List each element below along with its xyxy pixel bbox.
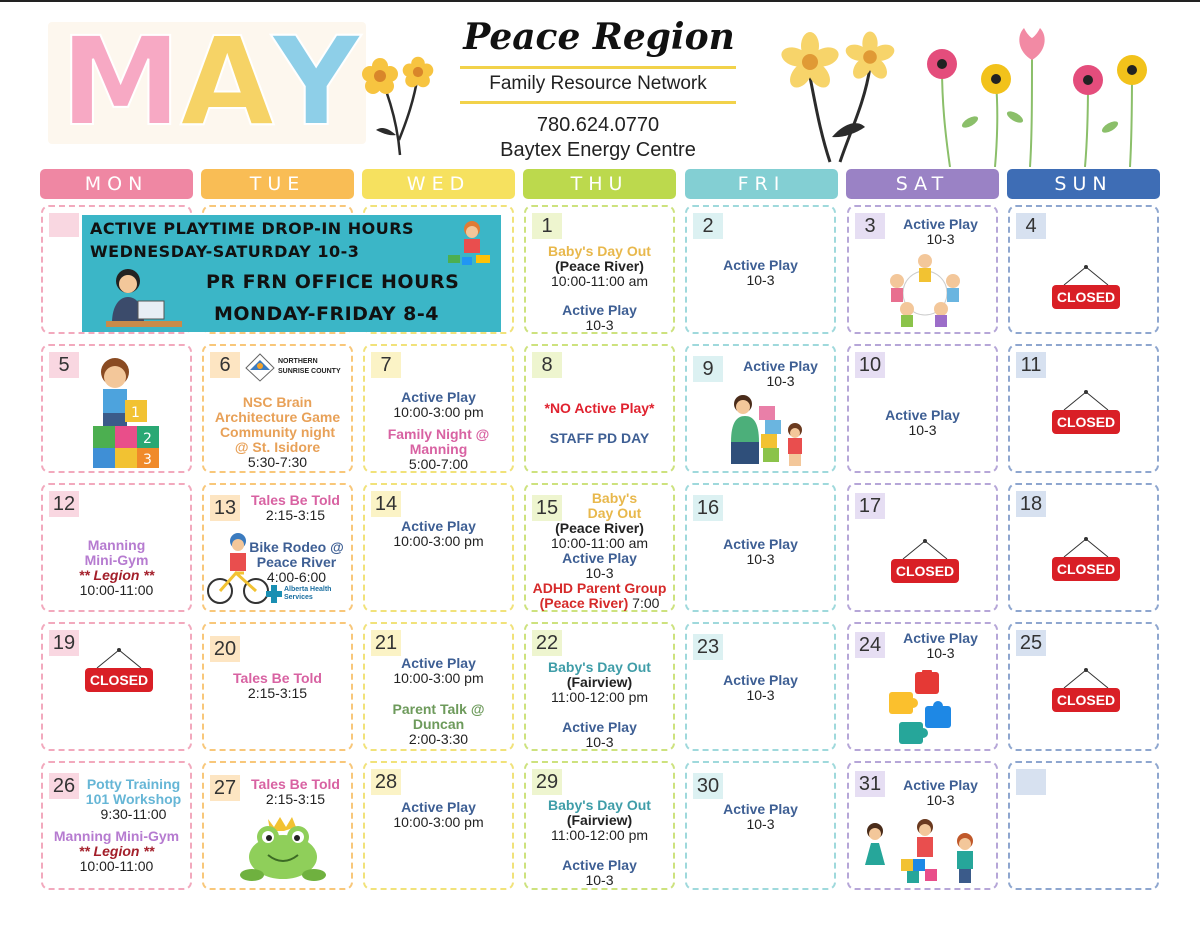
svg-text:2: 2 (143, 431, 152, 447)
calendar-cell-day-10 (847, 344, 998, 473)
closed-sign (1052, 547, 1120, 577)
day-number: 13 (210, 495, 240, 521)
calendar-cell-day-23 (685, 622, 836, 751)
day-number: 18 (1016, 491, 1046, 517)
day-number-blank (49, 213, 79, 237)
calendar-cell-day-21 (363, 622, 514, 751)
event-title: STAFF PD DAY (549, 430, 650, 446)
calendar-cell-day-25 (1008, 622, 1159, 751)
event-location: @ St. Isidore (234, 439, 321, 455)
event-time: 5:00-7:00 (408, 456, 469, 472)
calendar-cell-day-13 (202, 483, 353, 612)
event-location: ** Legion ** (78, 843, 155, 859)
event-time: 2:15-3:15 (265, 507, 326, 523)
event-title: Active Play (562, 857, 637, 873)
closed-label: CLOSED (85, 668, 153, 692)
calendar-cell-day-16 (685, 483, 836, 612)
top-rule (0, 0, 1200, 2)
day-number: 30 (693, 773, 723, 799)
day-number: 26 (49, 773, 79, 799)
day-number-blank (1016, 769, 1046, 795)
venue-name: Baytex Energy Centre (500, 139, 696, 161)
day-number: 15 (532, 495, 562, 521)
event-location: Manning (409, 441, 468, 457)
event-title: Active Play (562, 719, 637, 735)
event-title: Tales Be Told (233, 670, 322, 686)
event-time: 10-3 (746, 687, 775, 703)
calendar-cell-day-6 (202, 344, 353, 473)
event-title: Active Play (401, 655, 476, 671)
calendar-cell-blank (1008, 761, 1159, 890)
event-title: Family Night @ (387, 426, 490, 442)
day-number: 28 (371, 769, 401, 795)
tulip-icon (1019, 28, 1044, 60)
calendar-cell-day-28 (363, 761, 514, 890)
day-number: 3 (855, 213, 885, 239)
puzzle-pieces-illustration (885, 670, 957, 748)
day-number: 5 (49, 352, 79, 378)
announcement-banner (82, 215, 501, 332)
alberta-health-services-logo (266, 585, 336, 607)
day-number: 17 (855, 493, 885, 519)
org-subtitle: Family Resource Network (489, 73, 707, 94)
event-time: 10-3 (926, 645, 955, 661)
calendar-cell-day-27 (202, 761, 353, 890)
event-title: Day Out (587, 505, 642, 521)
closed-sign (891, 549, 959, 579)
event-location: (Peace River) (555, 258, 644, 274)
calendar-cell-day-18 (1008, 483, 1159, 612)
closed-sign (85, 658, 153, 688)
event-time: 10:00-3:00 pm (393, 814, 484, 830)
event-title: Active Play (743, 358, 818, 374)
calendar-cell-day-14 (363, 483, 514, 612)
event-title: Active Play (903, 216, 978, 232)
org-title: Peace Region (463, 16, 735, 58)
closed-label: CLOSED (1052, 688, 1120, 712)
calendar-cell-day-15 (524, 483, 675, 612)
event-time: 10:00-3:00 pm (393, 670, 484, 686)
event-time: 10-3 (585, 872, 614, 888)
event-title: Baby's Day Out (548, 659, 651, 675)
month-letter-y: Y (272, 11, 359, 153)
day-number: 14 (371, 491, 401, 517)
frog-illustration (238, 813, 328, 885)
day-number: 12 (49, 491, 79, 517)
event-time: 10:00-11:00 (79, 582, 154, 598)
event-title: Tales Be Told (251, 492, 340, 508)
office-worker-illustration (102, 263, 186, 329)
flower-icon (403, 57, 434, 88)
calendar-cell-day-1 (524, 205, 675, 334)
event-title: NSC Brain (242, 394, 313, 410)
event-time: 7:00 (632, 595, 660, 611)
calendar-cell-day-12 (41, 483, 192, 612)
northern-sunrise-county-logo (244, 352, 350, 382)
phone-number: 780.624.0770 (536, 114, 660, 136)
event-location: (Peace River) (539, 595, 629, 611)
day-header-thu: THU (523, 169, 676, 199)
event-time: 11:00-12:00 pm (550, 689, 649, 705)
day-number: 22 (532, 630, 562, 656)
child-playing-illustration (442, 217, 498, 271)
calendar-cell-day-31 (847, 761, 998, 890)
closed-sign (1052, 400, 1120, 430)
event-title: Mini-Gym (84, 552, 149, 568)
event-title: Active Play (723, 801, 798, 817)
event-title: Manning (87, 537, 146, 553)
day-header-sat: SAT (846, 169, 999, 199)
flowers-illustration-left (352, 50, 444, 162)
event-title: Active Play (903, 777, 978, 793)
event-title: Active Play (885, 407, 960, 423)
event-location: Duncan (412, 716, 465, 732)
banner-line-2: WEDNESDAY-SATURDAY 10-3 (90, 242, 360, 261)
calendar-cell-day-2 (685, 205, 836, 334)
event-time: 10:00-3:00 pm (393, 533, 484, 549)
event-title: Active Play (903, 630, 978, 646)
day-number: 21 (371, 630, 401, 656)
calendar-cell-day-11 (1008, 344, 1159, 473)
title-divider-bottom (460, 101, 736, 104)
banner-line-1: ACTIVE PLAYTIME DROP-IN HOURS (90, 219, 415, 238)
calendar-cell-day-8 (524, 344, 675, 473)
calendar-cell-day-7 (363, 344, 514, 473)
event-time: 10-3 (585, 734, 614, 750)
bike-rider-illustration (206, 533, 270, 607)
day-number: 16 (693, 495, 723, 521)
calendar-cell-day-26 (41, 761, 192, 890)
svg-text:1: 1 (131, 405, 140, 421)
event-time: 10-3 (926, 231, 955, 247)
event-time: 10-3 (908, 422, 937, 438)
event-title: Active Play (723, 672, 798, 688)
event-time: 10-3 (746, 272, 775, 288)
event-location: Peace River (256, 554, 337, 570)
day-number: 31 (855, 771, 885, 797)
closed-label: CLOSED (1052, 285, 1120, 309)
event-location: ** Legion ** (78, 567, 155, 583)
calendar-cell-day-22 (524, 622, 675, 751)
day-number: 20 (210, 636, 240, 662)
event-time: 10-3 (746, 551, 775, 567)
event-title: Architecture Game (214, 409, 341, 425)
day-number: 27 (210, 775, 240, 801)
day-number: 8 (532, 352, 562, 378)
event-time: 11:00-12:00 pm (550, 827, 649, 843)
event-title: Baby's (591, 490, 638, 506)
day-number: 19 (49, 630, 79, 656)
day-number: 1 (532, 213, 562, 239)
event-time: 10-3 (746, 816, 775, 832)
event-time: 10:00-3:00 pm (393, 404, 484, 420)
day-number: 11 (1016, 352, 1046, 378)
event-title: 101 Workshop (85, 791, 182, 807)
banner-line-3: PR FRN OFFICE HOURS (206, 271, 460, 293)
event-time: 10-3 (926, 792, 955, 808)
parent-child-blocks-illustration (725, 392, 815, 470)
event-time: 2:15-3:15 (265, 791, 326, 807)
day-number: 6 (210, 352, 240, 378)
day-number: 10 (855, 352, 885, 378)
event-location: (Peace River) (555, 520, 644, 536)
calendar-cell-day-9 (685, 344, 836, 473)
event-title: Manning Mini-Gym (53, 828, 180, 844)
event-title: Baby's Day Out (548, 797, 651, 813)
day-header-mon: MON (40, 169, 193, 199)
closed-sign (1052, 275, 1120, 305)
logo-text: NORTHERN SUNRISE COUNTY (278, 358, 341, 375)
calendar-cell-day-4 (1008, 205, 1159, 334)
calendar-cell-day-30 (685, 761, 836, 890)
event-notice: *NO Active Play* (544, 400, 655, 416)
day-number: 9 (693, 356, 723, 382)
logo-text: Alberta Health Services (284, 586, 332, 601)
event-time: 2:00-3:30 (408, 731, 469, 747)
calendar-cell-day-3 (847, 205, 998, 334)
calendar-cell-day-24 (847, 622, 998, 751)
calendar-cell-day-29 (524, 761, 675, 890)
event-time: 10:00-11:00 (79, 858, 154, 874)
calendar-cell-day-20 (202, 622, 353, 751)
event-time: 2:15-3:15 (247, 685, 308, 701)
calendar-cell-day-19 (41, 622, 192, 751)
event-time: 10:00-11:00 am (550, 273, 649, 289)
day-number: 4 (1016, 213, 1046, 239)
closed-label: CLOSED (1052, 410, 1120, 434)
day-header-sun: SUN (1007, 169, 1160, 199)
day-number: 23 (693, 634, 723, 660)
day-header-fri: FRI (685, 169, 838, 199)
day-number: 29 (532, 769, 562, 795)
event-title: Active Play (401, 389, 476, 405)
event-title: Active Play (723, 257, 798, 273)
event-time: 10-3 (766, 373, 795, 389)
kids-playing-illustration (885, 253, 965, 329)
event-location: (Fairview) (566, 674, 633, 690)
day-number: 25 (1016, 630, 1046, 656)
event-title: Community night (219, 424, 336, 440)
event-title: Active Play (401, 518, 476, 534)
boy-with-blocks-illustration (87, 354, 169, 468)
calendar-cell-day-17 (847, 483, 998, 612)
closed-sign (1052, 678, 1120, 708)
event-title: Active Play (723, 536, 798, 552)
closed-label: CLOSED (1052, 557, 1120, 581)
banner-line-4: MONDAY-FRIDAY 8-4 (214, 303, 440, 325)
day-header-tue: TUE (201, 169, 354, 199)
event-time: 10:00-11:00 am (550, 535, 649, 551)
event-location: (Fairview) (566, 812, 633, 828)
event-title: Tales Be Told (251, 776, 340, 792)
event-title: Baby's Day Out (548, 243, 651, 259)
kids-building-illustration (861, 819, 987, 887)
calendar-cell-day-5 (41, 344, 192, 473)
event-time: 9:30-11:00 (100, 806, 167, 822)
event-time: 4:00-6:00 (266, 569, 327, 585)
flower-icon (362, 58, 398, 94)
title-divider-top (460, 66, 736, 69)
month-title (52, 11, 362, 153)
day-header-wed: WED (362, 169, 515, 199)
event-title: Active Play (562, 550, 637, 566)
day-number: 2 (693, 213, 723, 239)
day-number: 24 (855, 632, 885, 658)
month-letter-a: A (180, 11, 273, 153)
month-letter-m: M (60, 11, 180, 153)
svg-text:3: 3 (143, 452, 152, 468)
event-time: 10-3 (585, 565, 614, 581)
day-number: 7 (371, 352, 401, 378)
event-title: ADHD Parent Group (532, 580, 667, 596)
event-title: Potty Training (86, 776, 181, 792)
event-time: 5:30-7:30 (247, 454, 308, 470)
flowers-illustration-right (770, 22, 1160, 167)
event-title: Active Play (401, 799, 476, 815)
closed-label: CLOSED (891, 559, 959, 583)
event-title: Parent Talk @ (392, 701, 485, 717)
event-time: 10-3 (585, 317, 614, 333)
event-title: Bike Rodeo @ (249, 539, 344, 555)
event-title: Active Play (562, 302, 637, 318)
